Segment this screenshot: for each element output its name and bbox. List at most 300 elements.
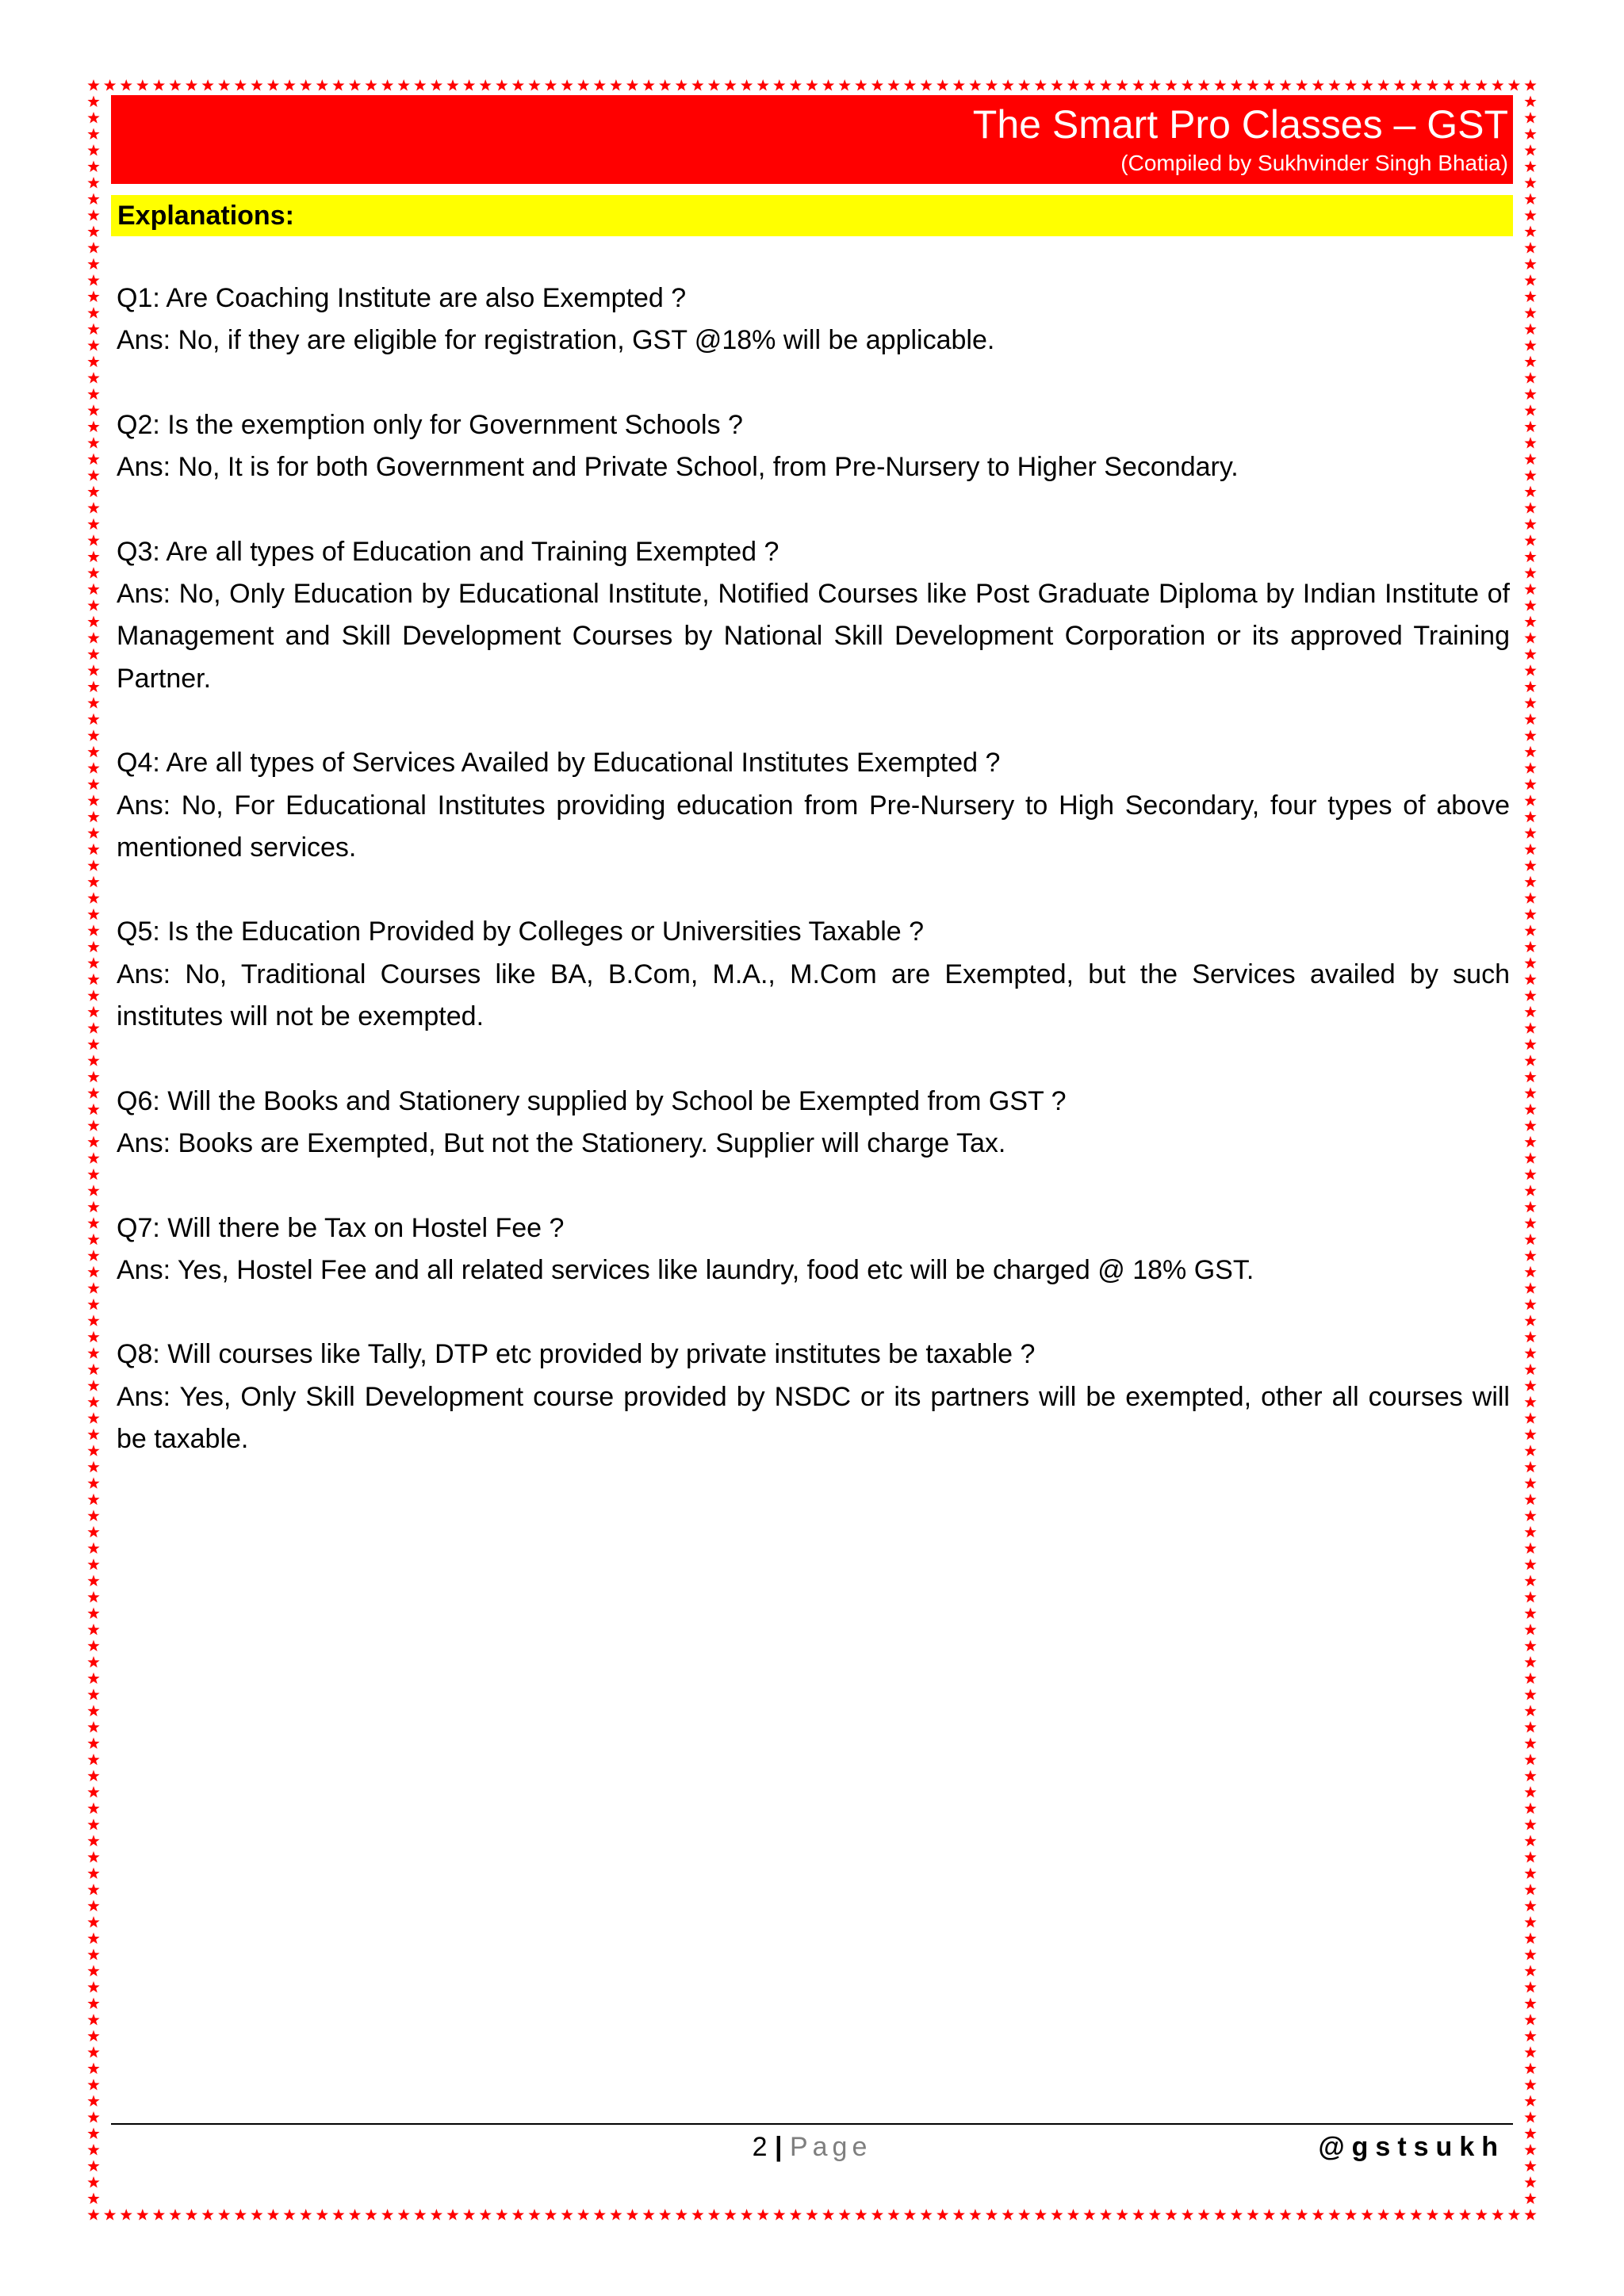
border-star bbox=[1524, 714, 1536, 725]
border-star bbox=[561, 79, 573, 91]
border-star bbox=[1035, 2209, 1047, 2221]
border-star bbox=[1524, 1689, 1536, 1701]
border-star bbox=[1345, 2209, 1357, 2221]
border-star bbox=[741, 2209, 753, 2221]
border-star bbox=[1492, 2209, 1503, 2221]
border-star bbox=[1492, 79, 1503, 91]
border-star bbox=[267, 79, 279, 91]
border-star bbox=[87, 892, 99, 904]
border-star bbox=[1198, 79, 1210, 91]
border-star bbox=[87, 1851, 99, 1863]
border-star bbox=[463, 2209, 475, 2221]
qa-item bbox=[117, 1081, 1510, 1165]
border-star bbox=[104, 79, 116, 91]
border-star bbox=[1524, 1737, 1536, 1749]
border-star bbox=[87, 1900, 99, 1911]
question-text: Q5: Is the Education Provided by Colleges or Universities Taxable ? bbox=[117, 916, 925, 947]
border-star bbox=[1524, 388, 1536, 400]
border-star bbox=[1198, 2209, 1210, 2221]
border-star bbox=[1524, 486, 1536, 498]
border-star bbox=[1524, 404, 1536, 416]
border-star bbox=[1524, 1412, 1536, 1424]
border-star bbox=[1524, 1071, 1536, 1083]
border-star bbox=[1002, 2209, 1014, 2221]
border-star bbox=[1524, 1965, 1536, 1976]
border-star bbox=[1524, 1526, 1536, 1538]
question-text: Q1: Are Coaching Institute are also Exempted ? bbox=[117, 283, 687, 313]
border-star bbox=[87, 714, 99, 725]
border-star bbox=[1427, 2209, 1438, 2221]
border-star bbox=[1132, 2209, 1144, 2221]
answer-text: Ans: No, For Educational Institutes providing education from Pre-Nursery to High Secondary, four types of above mentioned services. bbox=[117, 790, 1510, 863]
border-star bbox=[87, 1087, 99, 1099]
border-star bbox=[1524, 1770, 1536, 1781]
border-star bbox=[1524, 1445, 1536, 1456]
border-star bbox=[87, 79, 99, 91]
border-star bbox=[446, 79, 458, 91]
border-star bbox=[1018, 79, 1030, 91]
border-star bbox=[1524, 2176, 1536, 2188]
border-star bbox=[1524, 632, 1536, 644]
border-star bbox=[1002, 79, 1014, 91]
border-star bbox=[936, 2209, 948, 2221]
border-star bbox=[381, 79, 393, 91]
border-star bbox=[87, 1022, 99, 1034]
qa-item bbox=[117, 911, 1510, 1038]
border-star bbox=[136, 2209, 148, 2221]
border-star bbox=[87, 258, 99, 270]
question-text: Q7: Will there be Tax on Hostel Fee ? bbox=[117, 1212, 565, 1243]
border-star bbox=[1524, 1835, 1536, 1846]
border-star bbox=[887, 79, 899, 91]
border-star bbox=[1524, 1087, 1536, 1099]
border-star bbox=[1345, 79, 1357, 91]
border-star bbox=[121, 79, 132, 91]
border-star bbox=[1524, 2030, 1536, 2042]
border-star bbox=[1524, 1819, 1536, 1831]
border-star bbox=[512, 2209, 524, 2221]
border-star bbox=[1067, 2209, 1079, 2221]
answer-text: Ans: No, if they are eligible for registration, GST @18% will be applicable. bbox=[117, 325, 995, 356]
border-star bbox=[480, 79, 492, 91]
border-star bbox=[87, 112, 99, 124]
border-star bbox=[87, 404, 99, 416]
border-star bbox=[1524, 502, 1536, 514]
border-star bbox=[87, 1998, 99, 2010]
border-star bbox=[855, 2209, 867, 2221]
border-star bbox=[1165, 79, 1177, 91]
border-star bbox=[1524, 649, 1536, 660]
border-star bbox=[577, 2209, 589, 2221]
border-star bbox=[1214, 79, 1226, 91]
header-band bbox=[111, 95, 1513, 184]
border-star bbox=[87, 1169, 99, 1181]
border-star bbox=[1524, 697, 1536, 709]
border-star bbox=[1328, 79, 1340, 91]
border-star bbox=[87, 697, 99, 709]
border-star bbox=[1524, 1169, 1536, 1181]
border-star bbox=[1524, 2209, 1536, 2221]
border-star bbox=[87, 1802, 99, 1814]
border-star bbox=[87, 989, 99, 1001]
border-star bbox=[610, 2209, 622, 2221]
border-star bbox=[87, 2095, 99, 2107]
answer-text: Ans: Books are Exempted, But not the Stationery. Supplier will charge Tax. bbox=[117, 1127, 1006, 1158]
border-star bbox=[1524, 1981, 1536, 1993]
border-star bbox=[87, 1266, 99, 1278]
border-star bbox=[169, 79, 181, 91]
border-star bbox=[87, 1884, 99, 1896]
border-star bbox=[806, 2209, 818, 2221]
border-star bbox=[1524, 1494, 1536, 1506]
border-star bbox=[1524, 1607, 1536, 1619]
border-star bbox=[953, 2209, 965, 2221]
border-star bbox=[1524, 1754, 1536, 1766]
border-star bbox=[1524, 1249, 1536, 1261]
border-star bbox=[202, 2209, 214, 2221]
border-star bbox=[1524, 729, 1536, 741]
border-star bbox=[1524, 1786, 1536, 1798]
border-star bbox=[545, 2209, 557, 2221]
border-star bbox=[1083, 2209, 1095, 2221]
border-star bbox=[1442, 2209, 1454, 2221]
border-star bbox=[1362, 79, 1373, 91]
border-star bbox=[1524, 1851, 1536, 1863]
border-star bbox=[87, 941, 99, 953]
border-star bbox=[1524, 1998, 1536, 2010]
border-star bbox=[87, 1624, 99, 1636]
border-star bbox=[398, 2209, 410, 2221]
border-star bbox=[691, 79, 703, 91]
border-star bbox=[1524, 584, 1536, 595]
border-star bbox=[887, 2209, 899, 2221]
border-star bbox=[87, 876, 99, 888]
border-star bbox=[1476, 2209, 1488, 2221]
border-star bbox=[87, 421, 99, 433]
border-star bbox=[1524, 1022, 1536, 1034]
border-star bbox=[87, 1282, 99, 1294]
border-star bbox=[1524, 1136, 1536, 1148]
border-star bbox=[822, 2209, 834, 2221]
border-star bbox=[87, 1201, 99, 1213]
border-star bbox=[839, 79, 851, 91]
border-star bbox=[235, 79, 247, 91]
border-star bbox=[1165, 2209, 1177, 2221]
border-star bbox=[87, 1981, 99, 1993]
page-number: 2 bbox=[752, 2132, 768, 2162]
border-star bbox=[153, 2209, 165, 2221]
border-star bbox=[676, 2209, 688, 2221]
border-star bbox=[1067, 79, 1079, 91]
border-star bbox=[1524, 1201, 1536, 1213]
border-star bbox=[1524, 876, 1536, 888]
border-star bbox=[1247, 2209, 1258, 2221]
border-star bbox=[1524, 827, 1536, 839]
border-star bbox=[87, 209, 99, 221]
border-star bbox=[87, 2063, 99, 2075]
border-star bbox=[87, 1412, 99, 1424]
border-star bbox=[1524, 2111, 1536, 2123]
border-star bbox=[1524, 599, 1536, 611]
border-star bbox=[561, 2209, 573, 2221]
border-star bbox=[332, 2209, 344, 2221]
border-star bbox=[414, 2209, 426, 2221]
border-star bbox=[1524, 421, 1536, 433]
border-star bbox=[1524, 79, 1536, 91]
border-star bbox=[87, 599, 99, 611]
border-star bbox=[87, 649, 99, 660]
border-star bbox=[87, 1039, 99, 1050]
question-text: Q8: Will courses like Tally, DTP etc provided by private institutes be taxable ? bbox=[117, 1339, 1036, 1370]
answer-text: Ans: Yes, Hostel Fee and all related services like laundry, food etc will be charged @ 18% GST. bbox=[117, 1254, 1254, 1285]
border-star bbox=[87, 1477, 99, 1489]
border-star bbox=[1524, 1104, 1536, 1115]
border-star bbox=[1524, 1314, 1536, 1326]
border-star bbox=[87, 2111, 99, 2123]
border-star bbox=[431, 79, 442, 91]
border-star bbox=[87, 762, 99, 774]
border-star bbox=[1524, 161, 1536, 173]
border-star bbox=[545, 79, 557, 91]
border-star bbox=[643, 2209, 655, 2221]
border-star bbox=[1459, 2209, 1471, 2221]
border-star bbox=[87, 1006, 99, 1018]
qa-item bbox=[117, 531, 1510, 700]
border-star bbox=[381, 2209, 393, 2221]
border-star bbox=[87, 664, 99, 676]
border-star bbox=[1524, 1266, 1536, 1278]
border-star bbox=[724, 79, 736, 91]
border-star bbox=[365, 79, 377, 91]
border-star bbox=[1524, 2079, 1536, 2091]
border-star bbox=[87, 177, 99, 189]
border-star bbox=[512, 79, 524, 91]
border-star bbox=[1524, 2193, 1536, 2205]
border-star bbox=[1524, 1672, 1536, 1684]
border-star bbox=[87, 1867, 99, 1879]
border-star bbox=[365, 2209, 377, 2221]
border-star bbox=[1524, 1900, 1536, 1911]
question-text: Q4: Are all types of Services Availed by Educational Institutes Exempted ? bbox=[117, 748, 1001, 779]
border-star bbox=[1149, 2209, 1161, 2221]
border-star bbox=[87, 1737, 99, 1749]
border-star bbox=[1377, 2209, 1389, 2221]
answer-text: Ans: Yes, Only Skill Development course provided by NSDC or its partners will be exempted, other all courses will be taxable. bbox=[117, 1381, 1510, 1455]
border-star bbox=[921, 79, 933, 91]
border-star bbox=[1524, 1380, 1536, 1391]
border-star bbox=[528, 2209, 540, 2221]
border-star bbox=[87, 1299, 99, 1311]
border-star bbox=[904, 79, 916, 91]
border-star bbox=[87, 2014, 99, 2026]
border-star bbox=[316, 2209, 328, 2221]
border-star bbox=[1524, 274, 1536, 286]
border-star bbox=[349, 79, 361, 91]
border-star bbox=[87, 226, 99, 238]
border-star bbox=[87, 909, 99, 920]
border-star bbox=[1524, 1184, 1536, 1196]
border-star bbox=[1182, 79, 1193, 91]
border-star bbox=[87, 1104, 99, 1115]
border-star bbox=[87, 1380, 99, 1391]
border-star bbox=[87, 567, 99, 579]
border-star bbox=[1524, 794, 1536, 806]
border-star bbox=[496, 79, 508, 91]
border-star bbox=[1263, 2209, 1275, 2221]
border-star bbox=[87, 1575, 99, 1586]
border-star bbox=[87, 1396, 99, 1408]
border-star bbox=[969, 2209, 981, 2221]
border-star bbox=[87, 1607, 99, 1619]
border-star bbox=[1410, 79, 1422, 91]
border-star bbox=[87, 486, 99, 498]
border-star bbox=[1524, 1299, 1536, 1311]
border-star bbox=[528, 79, 540, 91]
border-star bbox=[1214, 2209, 1226, 2221]
border-star bbox=[87, 844, 99, 855]
border-star bbox=[87, 1819, 99, 1831]
border-star bbox=[626, 2209, 638, 2221]
border-star bbox=[87, 519, 99, 530]
section-heading bbox=[111, 195, 1513, 236]
border-star bbox=[87, 453, 99, 465]
border-star bbox=[87, 632, 99, 644]
border-star bbox=[1524, 112, 1536, 124]
border-star bbox=[251, 2209, 262, 2221]
border-star bbox=[790, 79, 802, 91]
border-star bbox=[1508, 79, 1520, 91]
border-star bbox=[87, 323, 99, 335]
border-star bbox=[659, 79, 671, 91]
border-star bbox=[1524, 1039, 1536, 1050]
border-star bbox=[1524, 1640, 1536, 1651]
border-star bbox=[1524, 1591, 1536, 1603]
border-star bbox=[87, 681, 99, 693]
border-star bbox=[87, 1526, 99, 1538]
border-star bbox=[790, 2209, 802, 2221]
border-star bbox=[1524, 1721, 1536, 1733]
border-star bbox=[1524, 551, 1536, 563]
border-star bbox=[153, 79, 165, 91]
border-star bbox=[1524, 144, 1536, 156]
border-star bbox=[104, 2209, 116, 2221]
border-star bbox=[87, 2079, 99, 2091]
border-star bbox=[1442, 79, 1454, 91]
border-star bbox=[87, 437, 99, 449]
border-star bbox=[757, 79, 769, 91]
border-star bbox=[1132, 79, 1144, 91]
border-star bbox=[1524, 1884, 1536, 1896]
border-star bbox=[87, 2209, 99, 2221]
border-star bbox=[610, 79, 622, 91]
border-star bbox=[1524, 356, 1536, 368]
border-star bbox=[724, 2209, 736, 2221]
border-star bbox=[87, 161, 99, 173]
border-star bbox=[1280, 79, 1292, 91]
border-star bbox=[87, 193, 99, 205]
border-star bbox=[87, 1510, 99, 1521]
border-star bbox=[87, 1689, 99, 1701]
border-star bbox=[87, 859, 99, 871]
border-star bbox=[1524, 1217, 1536, 1229]
border-star bbox=[1427, 79, 1438, 91]
border-star bbox=[1524, 1802, 1536, 1814]
border-star bbox=[398, 79, 410, 91]
qa-item bbox=[117, 404, 1510, 489]
border-star bbox=[87, 1429, 99, 1441]
border-star bbox=[904, 2209, 916, 2221]
border-star bbox=[1524, 664, 1536, 676]
border-star bbox=[1394, 2209, 1406, 2221]
border-star bbox=[87, 924, 99, 936]
border-star bbox=[1051, 79, 1063, 91]
border-star bbox=[463, 79, 475, 91]
qa-list bbox=[117, 277, 1510, 1503]
border-star bbox=[1083, 79, 1095, 91]
border-star bbox=[87, 388, 99, 400]
border-star bbox=[87, 356, 99, 368]
border-star bbox=[87, 1217, 99, 1229]
border-star bbox=[414, 79, 426, 91]
border-star bbox=[1524, 1575, 1536, 1586]
question-text: Q6: Will the Books and Stationery supplied by School be Exempted from GST ? bbox=[117, 1085, 1067, 1116]
border-star bbox=[446, 2209, 458, 2221]
qa-item bbox=[117, 742, 1510, 869]
document-subtitle: (Compiled by Sukhvinder Singh Bhatia) bbox=[1120, 151, 1508, 175]
border-star bbox=[1312, 2209, 1324, 2221]
border-star bbox=[1524, 1932, 1536, 1944]
border-star bbox=[1035, 79, 1047, 91]
border-star bbox=[284, 2209, 296, 2221]
border-star bbox=[87, 1445, 99, 1456]
border-star bbox=[1524, 1364, 1536, 1376]
border-star bbox=[1524, 957, 1536, 969]
border-star bbox=[87, 339, 99, 351]
border-star bbox=[202, 79, 214, 91]
border-star bbox=[1524, 1282, 1536, 1294]
border-star bbox=[577, 79, 589, 91]
border-star bbox=[757, 2209, 769, 2221]
border-star bbox=[169, 2209, 181, 2221]
border-star bbox=[87, 502, 99, 514]
border-star bbox=[480, 2209, 492, 2221]
border-star bbox=[1524, 2014, 1536, 2026]
border-star bbox=[1524, 2046, 1536, 2058]
question-text: Q3: Are all types of Education and Training Exempted ? bbox=[117, 536, 779, 567]
border-star bbox=[1377, 79, 1389, 91]
border-star bbox=[871, 79, 883, 91]
border-star bbox=[87, 1965, 99, 1976]
question-text: Q2: Is the exemption only for Government Schools ? bbox=[117, 409, 743, 440]
border-star bbox=[87, 1054, 99, 1066]
section-title: Explanations: bbox=[117, 201, 294, 231]
border-star bbox=[87, 1640, 99, 1651]
answer-text: Ans: No, Only Education by Educational Institute, Notified Courses like Post Graduate Diploma by Indian Institute of Management and Skill Development Courses by National Skill Development Corporation or its approved Training Partner. bbox=[117, 579, 1510, 694]
border-star bbox=[1524, 746, 1536, 758]
border-star bbox=[87, 469, 99, 481]
border-star bbox=[87, 2193, 99, 2205]
border-star bbox=[1247, 79, 1258, 91]
border-star bbox=[1524, 616, 1536, 628]
border-star bbox=[1116, 2209, 1128, 2221]
footer-divider bbox=[111, 2123, 1513, 2125]
document-title: The Smart Pro Classes – GST bbox=[972, 102, 1508, 147]
border-star bbox=[87, 957, 99, 969]
border-star bbox=[87, 2030, 99, 2042]
border-star bbox=[87, 1754, 99, 1766]
border-star bbox=[1524, 762, 1536, 774]
border-star bbox=[1524, 1510, 1536, 1521]
